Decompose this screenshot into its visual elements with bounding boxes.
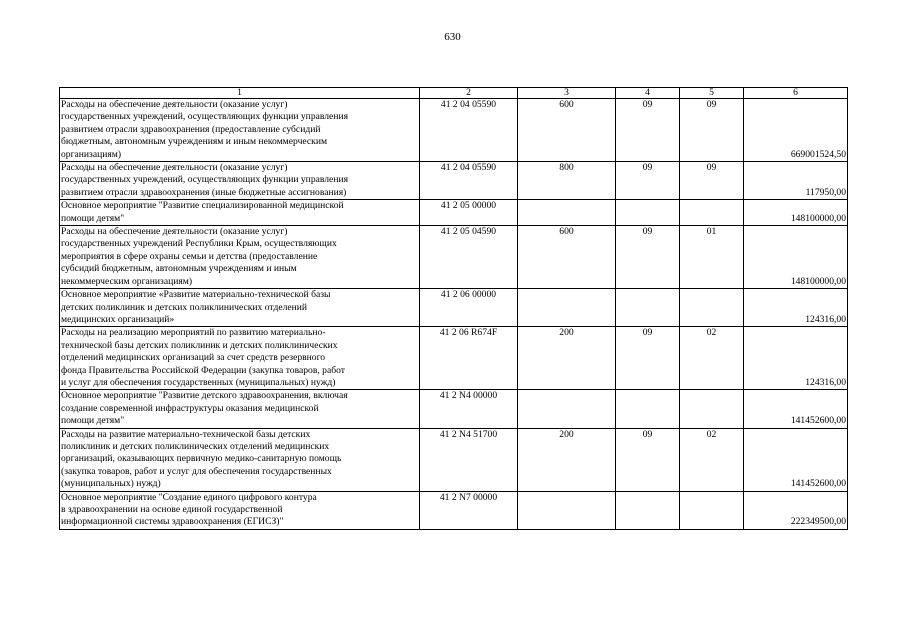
description-line: Основное мероприятие "Развитие специализированной медицинской — [61, 200, 344, 212]
description-line: в здравоохранении на основе единой государственной — [61, 504, 283, 515]
description-line: поликлиник и детских поликлинических отделений медицинских — [61, 440, 330, 452]
subsection-code — [680, 491, 744, 529]
description-line: фонда Правительства Российской Федерации (закупка товаров, работ — [61, 364, 345, 376]
expense-type-code: 200 — [518, 327, 616, 390]
section-code — [616, 200, 680, 226]
description-line: (муниципальных) нужд) — [61, 478, 161, 490]
row-description — [60, 491, 420, 529]
description-line: организациям) — [61, 148, 122, 160]
column-header: 4 — [616, 88, 680, 99]
table-row — [60, 390, 848, 428]
description-line: Расходы на обеспечение деятельности (оказание услуг) — [61, 162, 288, 174]
description-line: государственных учреждений, осуществляющих функции управления — [61, 111, 349, 123]
table-row — [60, 162, 848, 200]
description-line: государственных учреждений Республики Крым, осуществляющих — [61, 238, 337, 250]
target-article-code: 41 2 N4 00000 — [420, 390, 518, 428]
amount-value: 141452600,00 — [744, 390, 848, 428]
description-line: Основное мероприятие «Развитие материально-технической базы — [61, 289, 331, 301]
target-article-code: 41 2 05 00000 — [420, 200, 518, 226]
column-header: 5 — [680, 88, 744, 99]
row-description — [60, 327, 420, 390]
column-header-row — [60, 88, 848, 99]
expense-type-code: 200 — [518, 428, 616, 491]
target-article-code: 41 2 04 05590 — [420, 99, 518, 162]
description-line: Расходы на реализацию мероприятий по развитию материально- — [61, 327, 326, 339]
amount-value: 117950,00 — [744, 162, 848, 200]
description-line: Основное мероприятие "Развитие детского здравоохранения, включая — [61, 390, 348, 402]
description-line: бюджетным, автономным учреждениям и иным некоммерческим — [61, 136, 328, 148]
description-line: медицинских организаций» — [61, 313, 175, 325]
description-line: государственных учреждений, осуществляющих функции управления — [61, 174, 349, 186]
row-description — [60, 289, 420, 327]
description-line: помощи детям" — [61, 212, 125, 224]
amount-value: 141452600,00 — [744, 428, 848, 491]
target-article-code: 41 2 N4 51700 — [420, 428, 518, 491]
description-line: организаций, оказывающих первичную медико-санитарную помощь — [61, 453, 342, 465]
description-line: детских поликлиник и детских поликлинических отделений — [61, 301, 308, 313]
table-row — [60, 327, 848, 390]
column-header: 6 — [744, 88, 848, 99]
section-code: 09 — [616, 428, 680, 491]
expense-type-code: 600 — [518, 226, 616, 289]
page-number: 630 — [444, 31, 461, 43]
row-description — [60, 390, 420, 428]
target-article-code: 41 2 06 R674F — [420, 327, 518, 390]
description-line: Основное мероприятие "Создание единого цифрового контура — [61, 491, 317, 503]
column-header: 3 — [518, 88, 616, 99]
table-row — [60, 200, 848, 226]
table-row — [60, 428, 848, 491]
description-line: Расходы на развитие материально-технической базы детских — [61, 428, 311, 440]
section-code — [616, 390, 680, 428]
description-line: Расходы на обеспечение деятельности (оказание услуг) — [61, 226, 288, 238]
description-line: отделений медицинских организаций за счет средств резервного — [61, 352, 326, 364]
table-row — [60, 289, 848, 327]
subsection-code: 09 — [680, 99, 744, 162]
subsection-code: 02 — [680, 327, 744, 390]
section-code — [616, 491, 680, 529]
subsection-code: 09 — [680, 162, 744, 200]
amount-value: 222349500,00 — [744, 491, 848, 529]
subsection-code — [680, 390, 744, 428]
amount-value: 148100000,00 — [744, 226, 848, 289]
expense-type-code: 600 — [518, 99, 616, 162]
target-article-code: 41 2 06 00000 — [420, 289, 518, 327]
target-article-code: 41 2 05 04590 — [420, 226, 518, 289]
row-description — [60, 428, 420, 491]
expense-type-code — [518, 491, 616, 529]
subsection-code: 02 — [680, 428, 744, 491]
description-line: технической базы детских поликлиник и детских поликлинических — [61, 339, 338, 351]
description-line: (закупка товаров, работ и услуг для обеспечения государственных — [61, 465, 332, 477]
row-description — [60, 226, 420, 289]
row-description — [60, 162, 420, 200]
description-line: помощи детям" — [61, 415, 125, 427]
table-row — [60, 491, 848, 529]
description-line: создание современной инфраструктуры оказания медицинской — [61, 402, 319, 414]
amount-value: 124316,00 — [744, 327, 848, 390]
section-code: 09 — [616, 162, 680, 200]
expense-type-code: 800 — [518, 162, 616, 200]
subsection-code: 01 — [680, 226, 744, 289]
target-article-code: 41 2 N7 00000 — [420, 491, 518, 529]
section-code: 09 — [616, 226, 680, 289]
budget-table — [59, 87, 848, 530]
column-header: 1 — [60, 88, 420, 99]
amount-value: 669001524,50 — [744, 99, 848, 162]
row-description — [60, 99, 420, 162]
description-line: мероприятия в сфере охраны семьи и детства (предоставление — [61, 250, 318, 262]
amount-value: 124316,00 — [744, 289, 848, 327]
target-article-code: 41 2 04 05590 — [420, 162, 518, 200]
expense-type-code — [518, 289, 616, 327]
row-description — [60, 200, 420, 226]
expense-type-code — [518, 200, 616, 226]
description-line: и услуг для обеспечения государственных (муниципальных) нужд) — [61, 376, 336, 388]
expense-type-code — [518, 390, 616, 428]
description-line: информационной системы здравоохранения (ЕГИСЗ)" — [61, 516, 284, 528]
section-code: 09 — [616, 99, 680, 162]
table-row — [60, 226, 848, 289]
amount-value: 148100000,00 — [744, 200, 848, 226]
column-header: 2 — [420, 88, 518, 99]
description-line: некоммерческим организациям) — [61, 275, 193, 287]
description-line: развитием отрасли здравоохранения (иные бюджетные ассигнования) — [61, 186, 347, 198]
section-code: 09 — [616, 327, 680, 390]
description-line: субсидий бюджетным, автономным учреждениям и иным — [61, 263, 297, 275]
section-code — [616, 289, 680, 327]
subsection-code — [680, 289, 744, 327]
description-line: развитием отрасли здравоохранения (предоставление субсидий — [61, 123, 321, 135]
description-line: Расходы на обеспечение деятельности (оказание услуг) — [61, 99, 288, 110]
table-row — [60, 99, 848, 162]
subsection-code — [680, 200, 744, 226]
